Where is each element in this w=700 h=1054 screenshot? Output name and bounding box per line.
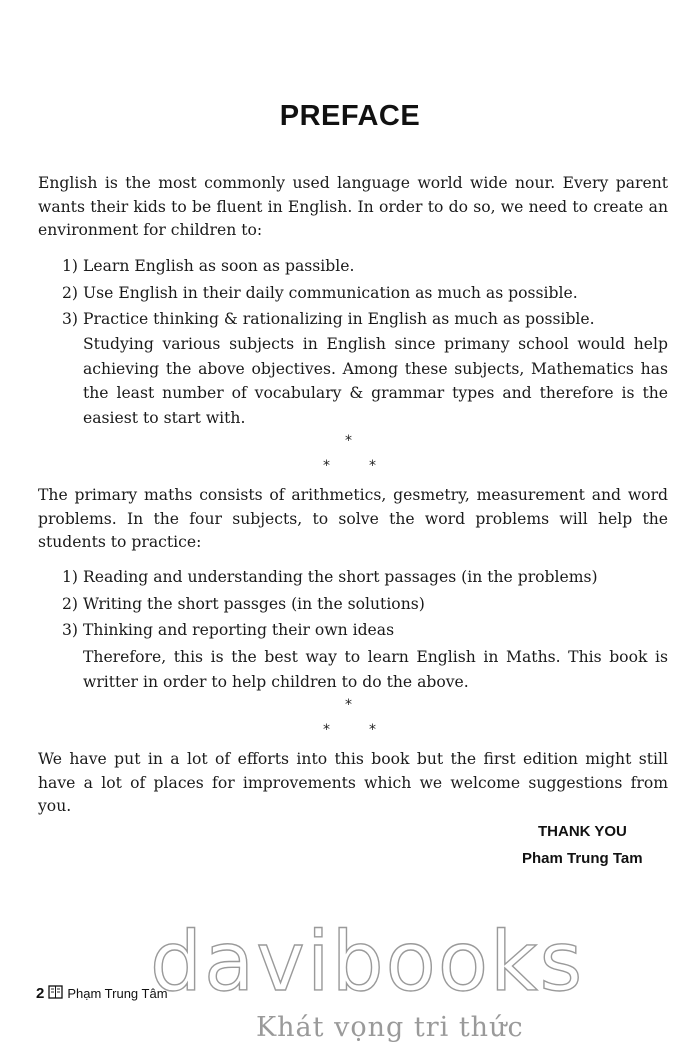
watermark-logo: davibooks [150, 915, 585, 1010]
practice-list [62, 564, 668, 644]
footer-author: Phạm Trung Tâm [67, 986, 168, 1001]
list-item: 1) Reading and understanding the short passages (in the problems) [62, 568, 598, 586]
separator-star: * [369, 458, 376, 474]
list-item: 3) Practice thinking & rationalizing in English as much as possible. [62, 310, 595, 328]
list-item: 3) Thinking and reporting their own ideas [62, 621, 395, 639]
separator-star: * [369, 722, 376, 738]
thank-you-text: THANK YOU [538, 823, 627, 840]
watermark-slogan: Khát vọng tri thức [256, 1012, 524, 1043]
book-icon [48, 985, 63, 1002]
page-number: 2 [36, 985, 45, 1002]
list-item: 2) Use English in their daily communication as much as possible. [62, 283, 578, 302]
objectives-list [62, 253, 668, 333]
author-signature: Pham Trung Tam [522, 850, 643, 867]
separator-star: * [345, 433, 352, 449]
separator-star: * [345, 697, 352, 713]
intro-paragraph: English is the most commonly used language world wide nour. Every parent wants their kids to be fluent in English. In order to do so, we need to create an environment for children to: [38, 174, 668, 239]
book-purpose: Therefore, this is the best way to learn English in Maths. This book is writter in order to help children to do the above. [83, 648, 668, 691]
separator-star: * [323, 722, 330, 738]
separator-star: * [323, 458, 330, 474]
maths-paragraph: The primary maths consists of arithmetics, gesmetry, measurement and word problems. In the four subjects, to solve the word problems will help the students to practice: [38, 486, 668, 551]
page-footer [36, 985, 168, 1002]
page-title: PREFACE [279, 100, 421, 132]
list-item: 1) Learn English as soon as passible. [62, 257, 355, 275]
closing-paragraph: We have put in a lot of efforts into this book but the first edition might still have a lot of places for improvements which we welcome suggestions from you. [38, 750, 668, 815]
list-item: 2) Writing the short passges (in the solutions) [62, 594, 425, 613]
objectives-explanation: Studying various subjects in English since primany school would help achieving the above objectives. Among these subjects, Mathematics has the least number of vocabulary & grammar types and therefore is the easiest to start with. [83, 335, 668, 427]
